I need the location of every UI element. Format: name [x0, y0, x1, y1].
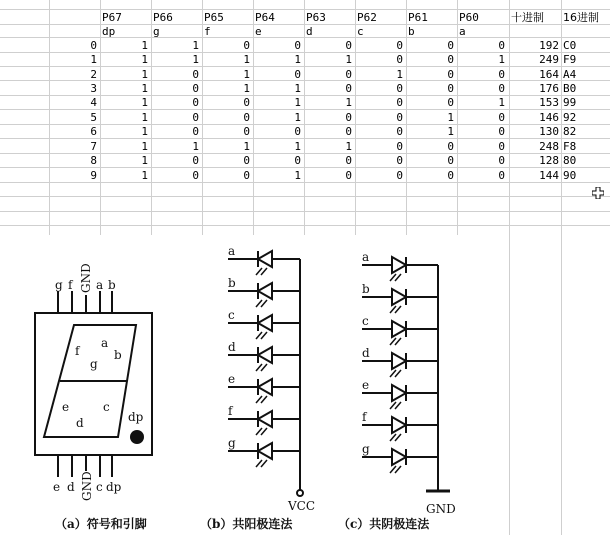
segment-label-d: d: [76, 416, 84, 430]
decimal-cell[interactable]: 128: [539, 154, 559, 167]
led-label-g: g: [228, 436, 236, 450]
bit-cell[interactable]: 0: [498, 169, 505, 182]
decimal-cell[interactable]: 248: [539, 140, 559, 153]
bit-cell[interactable]: 0: [294, 39, 301, 52]
bit-cell[interactable]: 0: [192, 154, 199, 167]
led-label-d: d: [362, 346, 370, 360]
led-label-e: e: [228, 372, 236, 386]
bit-cell[interactable]: 0: [396, 154, 403, 167]
led-label-c: c: [362, 314, 369, 328]
pin-top-f: f: [68, 278, 73, 292]
bit-cell[interactable]: 0: [396, 111, 403, 124]
pin-top-b: b: [108, 278, 116, 292]
bit-cell[interactable]: 0: [192, 96, 199, 109]
bit-cell[interactable]: 1: [141, 96, 148, 109]
bit-cell[interactable]: 0: [345, 68, 352, 81]
bit-cell[interactable]: 1: [447, 125, 454, 138]
decimal-point-dot: [130, 430, 144, 444]
bit-cell[interactable]: 0: [345, 82, 352, 95]
bit-cell[interactable]: 0: [192, 169, 199, 182]
row-digit[interactable]: 5: [90, 111, 97, 124]
bit-cell[interactable]: 1: [294, 111, 301, 124]
segment-label-g: g: [90, 357, 98, 371]
bit-cell[interactable]: 0: [294, 154, 301, 167]
bit-cell[interactable]: 1: [345, 96, 352, 109]
bit-cell[interactable]: 0: [396, 82, 403, 95]
decimal-cell[interactable]: 130: [539, 125, 559, 138]
bit-cell[interactable]: 0: [447, 82, 454, 95]
bit-cell[interactable]: 1: [192, 53, 199, 66]
pin-bottom-dp: dp: [106, 480, 122, 494]
seven-segment-figure[interactable]: [0, 235, 470, 535]
bit-cell[interactable]: 0: [243, 125, 250, 138]
bit-cell[interactable]: 0: [447, 96, 454, 109]
vcc-label: VCC: [288, 499, 316, 513]
hex-cell[interactable]: 90: [563, 169, 577, 182]
plus-cross-cursor-icon: [592, 187, 604, 199]
bit-cell[interactable]: 0: [243, 154, 250, 167]
bit-cell[interactable]: 0: [498, 39, 505, 52]
hex-cell[interactable]: 99: [563, 96, 577, 109]
segment-f[interactable]: f: [204, 25, 211, 38]
bit-cell[interactable]: 0: [498, 140, 505, 153]
row-digit[interactable]: 4: [90, 96, 97, 109]
segment-label-f: f: [75, 344, 80, 358]
bit-cell[interactable]: 0: [447, 140, 454, 153]
pin-top-a: a: [96, 278, 104, 292]
header-decimal[interactable]: 十进制: [511, 11, 544, 24]
led-label-g: g: [362, 442, 370, 456]
bit-cell[interactable]: 0: [243, 96, 250, 109]
header-p61[interactable]: P61: [408, 11, 428, 24]
bit-cell[interactable]: 1: [141, 53, 148, 66]
row-digit[interactable]: 6: [90, 125, 97, 138]
segment-label-dp: dp: [128, 410, 144, 424]
led-label-a: a: [362, 250, 370, 264]
bit-cell[interactable]: 0: [243, 169, 250, 182]
header-p65[interactable]: P65: [204, 11, 224, 24]
bit-cell[interactable]: 0: [498, 68, 505, 81]
hex-cell[interactable]: A4: [563, 68, 577, 81]
bit-cell[interactable]: 1: [141, 82, 148, 95]
header-p60[interactable]: P60: [459, 11, 479, 24]
header-p66[interactable]: P66: [153, 11, 173, 24]
bit-cell[interactable]: 0: [345, 39, 352, 52]
bit-cell[interactable]: 0: [396, 169, 403, 182]
led-label-e: e: [362, 378, 370, 392]
header-p64[interactable]: P64: [255, 11, 275, 24]
led-label-d: d: [228, 340, 236, 354]
pin-bottom-gnd: GND: [80, 471, 94, 501]
bit-cell[interactable]: 1: [141, 154, 148, 167]
hex-cell[interactable]: F9: [563, 53, 577, 66]
bit-cell[interactable]: 0: [447, 154, 454, 167]
hex-cell[interactable]: C0: [563, 39, 577, 52]
row-digit[interactable]: 7: [90, 140, 97, 153]
bit-cell[interactable]: 1: [141, 111, 148, 124]
hex-cell[interactable]: F8: [563, 140, 577, 153]
segment-label-c: c: [103, 400, 110, 414]
bit-cell[interactable]: 0: [345, 154, 352, 167]
bit-cell[interactable]: 0: [396, 125, 403, 138]
header-p62[interactable]: P62: [357, 11, 377, 24]
row-digit[interactable]: 0: [90, 39, 97, 52]
bit-cell[interactable]: 0: [345, 111, 352, 124]
bit-cell[interactable]: 0: [294, 68, 301, 81]
gnd-label: GND: [426, 502, 456, 516]
bit-cell[interactable]: 1: [294, 96, 301, 109]
caption-a: （a）符号和引脚: [55, 517, 147, 531]
pin-bottom-d: d: [67, 480, 75, 494]
header-p63[interactable]: P63: [306, 11, 326, 24]
decimal-cell[interactable]: 153: [539, 96, 559, 109]
bit-cell[interactable]: 0: [498, 82, 505, 95]
segment-e[interactable]: e: [255, 25, 262, 38]
bit-cell[interactable]: 1: [141, 125, 148, 138]
bit-cell[interactable]: 1: [447, 111, 454, 124]
decimal-cell[interactable]: 146: [539, 111, 559, 124]
bit-cell[interactable]: 1: [243, 53, 250, 66]
bit-cell[interactable]: 0: [396, 96, 403, 109]
bit-cell[interactable]: 0: [345, 169, 352, 182]
bit-cell[interactable]: 1: [498, 96, 505, 109]
led-label-b: b: [228, 276, 236, 290]
segment-label-b: b: [114, 348, 122, 362]
led-label-f: f: [362, 410, 367, 424]
bit-cell[interactable]: 0: [192, 68, 199, 81]
pin-bottom-e: e: [53, 480, 61, 494]
bit-cell[interactable]: 0: [192, 111, 199, 124]
bit-cell[interactable]: 1: [192, 39, 199, 52]
bit-cell[interactable]: 0: [396, 39, 403, 52]
bit-cell[interactable]: 0: [396, 140, 403, 153]
bit-cell[interactable]: 0: [243, 39, 250, 52]
hex-cell[interactable]: 80: [563, 154, 577, 167]
segment-b[interactable]: b: [408, 25, 415, 38]
bit-cell[interactable]: 0: [243, 111, 250, 124]
bit-cell[interactable]: 0: [498, 154, 505, 167]
led-label-c: c: [228, 308, 235, 322]
header-p67[interactable]: P67: [102, 11, 122, 24]
bit-cell[interactable]: 0: [447, 169, 454, 182]
decimal-cell[interactable]: 164: [539, 68, 559, 81]
caption-b: （b）共阳极连法: [200, 517, 293, 531]
bit-cell[interactable]: 1: [192, 140, 199, 153]
hex-cell[interactable]: B0: [563, 82, 577, 95]
bit-cell[interactable]: 1: [294, 169, 301, 182]
pin-bottom-c: c: [96, 480, 103, 494]
bit-cell[interactable]: 0: [345, 125, 352, 138]
bit-cell[interactable]: 1: [243, 140, 250, 153]
bit-cell[interactable]: 0: [447, 68, 454, 81]
bit-cell[interactable]: 0: [192, 82, 199, 95]
led-label-f: f: [228, 404, 233, 418]
bit-cell[interactable]: 1: [498, 53, 505, 66]
header-hex[interactable]: 16进制: [563, 11, 599, 24]
bit-cell[interactable]: 1: [141, 68, 148, 81]
hex-cell[interactable]: 92: [563, 111, 577, 124]
decimal-cell[interactable]: 192: [539, 39, 559, 52]
bit-cell[interactable]: 1: [345, 140, 352, 153]
decimal-cell[interactable]: 144: [539, 169, 559, 182]
bit-cell[interactable]: 1: [294, 140, 301, 153]
bit-cell[interactable]: 1: [396, 68, 403, 81]
bit-cell[interactable]: 1: [243, 82, 250, 95]
hex-cell[interactable]: 82: [563, 125, 577, 138]
bit-cell[interactable]: 1: [141, 140, 148, 153]
bit-cell[interactable]: 1: [243, 68, 250, 81]
bit-cell[interactable]: 1: [141, 169, 148, 182]
pin-top-g: g: [55, 278, 63, 292]
bit-cell[interactable]: 0: [447, 53, 454, 66]
segment-g[interactable]: g: [153, 25, 160, 38]
row-digit[interactable]: 3: [90, 82, 97, 95]
led-label-a: a: [228, 244, 236, 258]
bit-cell[interactable]: 1: [294, 82, 301, 95]
row-digit[interactable]: 2: [90, 68, 97, 81]
pin-top-gnd: GND: [79, 263, 93, 293]
decimal-cell[interactable]: 249: [539, 53, 559, 66]
bit-cell[interactable]: 0: [294, 125, 301, 138]
bit-cell[interactable]: 0: [498, 125, 505, 138]
caption-c: （c）共阴极连法: [338, 517, 430, 531]
bit-cell[interactable]: 0: [396, 53, 403, 66]
bit-cell[interactable]: 0: [447, 39, 454, 52]
decimal-cell[interactable]: 176: [539, 82, 559, 95]
bit-cell[interactable]: 0: [192, 125, 199, 138]
segment-d[interactable]: d: [306, 25, 313, 38]
bit-cell[interactable]: 1: [294, 53, 301, 66]
led-label-b: b: [362, 282, 370, 296]
bit-cell[interactable]: 1: [345, 53, 352, 66]
segment-dp[interactable]: dp: [102, 25, 116, 38]
row-digit[interactable]: 1: [90, 53, 97, 66]
bit-cell[interactable]: 1: [141, 39, 148, 52]
row-digit[interactable]: 9: [90, 169, 97, 182]
segment-a[interactable]: a: [459, 25, 466, 38]
bit-cell[interactable]: 0: [498, 111, 505, 124]
segment-label-a: a: [101, 336, 109, 350]
segment-label-e: e: [62, 400, 70, 414]
row-digit[interactable]: 8: [90, 154, 97, 167]
segment-c[interactable]: c: [357, 25, 364, 38]
